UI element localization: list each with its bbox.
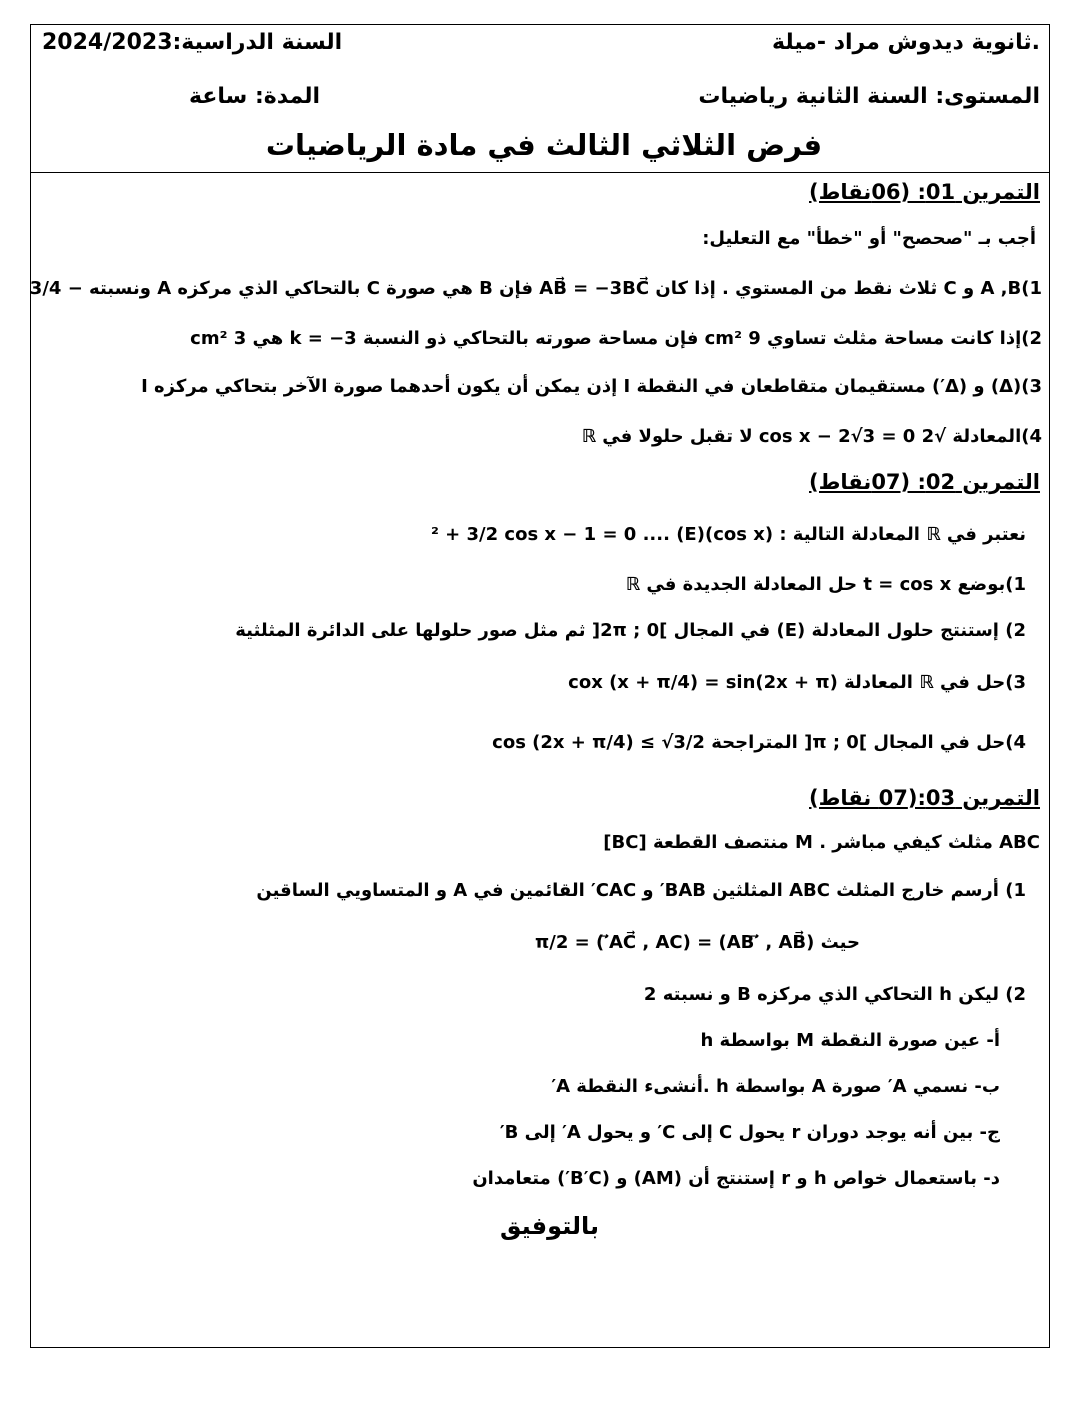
- closing-wish: بالتوفيق: [500, 1212, 600, 1240]
- exercise-1-item-1: 1)A ,B و C ثلاث نقط من المستوي . إذا كان AB⃗ = −3BC⃗ فإن B هي صورة C بالتحاكي الذي مركزه A ونسبته − 3/4: [29, 278, 1042, 299]
- exercise-3-item-2d: د- باستعمال خواص h و r إستنتج أن (AM) و (B′C′) متعامدان: [472, 1168, 1000, 1189]
- exercise-1-item-3: 3)(Δ) و (Δ′) مستقيمان متقاطعان في النقطة I إذن يمكن أن يكون أحدهما صورة الآخر بتحاكي مركزه I: [141, 376, 1042, 397]
- page-title: فرض الثلاثي الثالث في مادة الرياضيات: [265, 128, 823, 162]
- exercise-3-item-2b: ب- نسمي A′ صورة A بواسطة h .أنشىء النقطة A′: [551, 1076, 1000, 1097]
- school-year: السنة الدراسية:2024/2023: [42, 30, 343, 55]
- exercise-3-item-2a: أ- عين صورة النقطة M بواسطة h: [700, 1030, 1000, 1051]
- school-name: ثانوية ديدوش مراد -ميلة.: [772, 30, 1040, 55]
- exercise-2-item-2: 2) إستنتج حلول المعادلة (E) في المجال ]0 ; 2π[ ثم مثل صور حلولها على الدائرة المثلثية: [235, 620, 1026, 641]
- exercise-1-item-4: 4)المعادلة √2 cos x − 2√3 = 0 لا تقبل حلولا في ℝ: [581, 426, 1042, 447]
- exercise-1-title: التمرين 01: (06نقاط): [809, 180, 1040, 204]
- exercise-1-instruction: أجب بـ "صحصح" أو "خطأ" مع التعليل:: [702, 228, 1036, 249]
- exercise-3-item-2: 2) ليكن h التحاكي الذي مركزه B و نسبته 2: [643, 984, 1026, 1005]
- exercise-3-condition: حيث (AB′⃗ , AB⃗) = (AC⃗ , AC′⃗) = π/2: [535, 932, 860, 953]
- header-separator: [30, 172, 1050, 173]
- exercise-3-title: التمرين 03:(07 نقاط): [809, 786, 1040, 810]
- exercise-2-item-4: 4)حل في المجال ]0 ; π[ المتراجحة cos (2x + π/4) ≤ √3/2: [492, 732, 1026, 753]
- exercise-2-item-1: 1)بوضع t = cos x حل المعادلة الجديدة في ℝ: [625, 574, 1026, 595]
- level: المستوى: السنة الثانية رياضيات: [698, 84, 1040, 109]
- exercise-2-intro: نعتبر في ℝ المعادلة التالية : (cos x)² + 3/2 cos x − 1 = 0 .... (E): [431, 524, 1026, 545]
- exercise-2-item-3: 3)حل في ℝ المعادلة cox (x + π/4) = sin(2x + π): [568, 672, 1026, 693]
- duration: المدة: ساعة: [189, 84, 320, 109]
- exercise-3-intro: ABC مثلث كيفي مباشر . M منتصف القطعة [BC]: [603, 832, 1040, 853]
- exercise-1-item-2: 2)إذا كانت مساحة مثلث تساوي 9 cm² فإن مساحة صورته بالتحاكي ذو النسبة k = −3 هي 3 cm²: [190, 328, 1042, 349]
- exercise-3-item-2c: ج- بين أنه يوجد دوران r يحول C إلى C′ و يحول A′ إلى B′: [499, 1122, 1000, 1143]
- exercise-3-item-1: 1) أرسم خارج المثلث ABC المثلثين BAB′ و CAC′ القائمين في A و المتساويي الساقين: [256, 880, 1026, 901]
- exercise-2-title: التمرين 02: (07نقاط): [809, 470, 1040, 494]
